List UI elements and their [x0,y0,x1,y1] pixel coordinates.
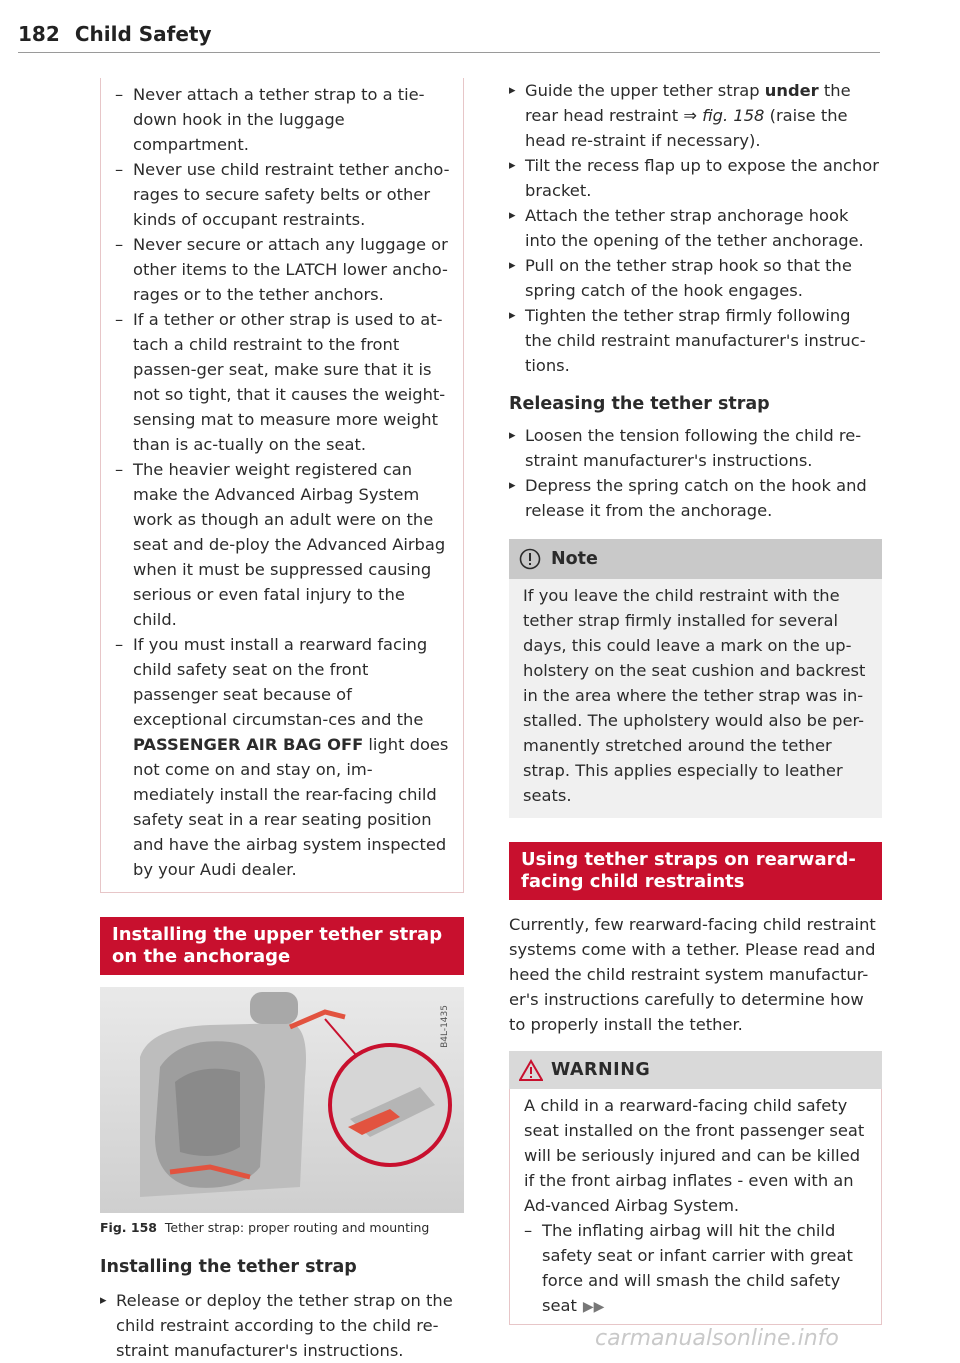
warning-triangle-icon [519,1059,543,1081]
figure-code: B4L-1435 [440,1005,450,1048]
warning-item: – If a tether or other strap is used to at-tach a child restraint to the front passen-ger seat, make sure that it is not so tight, that it causes the weight-sensing mat to measure more weight than is ac-tually on the seat. [115,307,451,457]
info-icon [519,548,541,570]
child-seat-illustration [100,987,464,1213]
page-number: 182 [18,22,60,46]
step-item: ▸ Loosen the tension following the child re-straint manufacturer's instructions. [509,423,882,473]
step-item: ▸ Guide the upper tether strap under the rear head restraint ⇒ fig. 158 (raise the head re-straint if necessary). [509,78,882,153]
continue-arrow-icon: ▶▶ [582,1299,605,1315]
figure-caption: Fig. 158 Tether strap: proper routing and mounting [100,1220,430,1235]
warning-item: – Never attach a tether strap to a tie-down hook in the luggage compartment. [115,82,451,157]
step-item: ▸ Pull on the tether strap hook so that the spring catch of the hook engages. [509,253,882,303]
left-column [100,78,464,1363]
note-header [509,539,882,579]
warning-body [509,1089,882,1325]
warning-header [509,1051,882,1089]
warning-label: WARNING [551,1059,651,1080]
right-column [509,78,882,1325]
warning-item: – Never use child restraint tether ancho-rages to secure safety belts or other kinds of occupant restraints. [115,157,451,232]
section-title: Child Safety [74,22,212,46]
step-item: ▸ Attach the tether strap anchorage hook into the opening of the tether anchorage. [509,203,882,253]
subheading-release: Releasing the tether strap [509,394,770,414]
step-item: ▸ Depress the spring catch on the hook and release it from the anchorage. [509,473,882,523]
step-item: ▸ Tilt the recess flap up to expose the anchor bracket. [509,153,882,203]
watermark: carmanualsonline.info [595,1326,839,1351]
note-box [509,539,882,818]
step-item: ▸ Release or deploy the tether strap on the child restraint according to the child re-straint manufacturer's instructions. [100,1288,464,1363]
step-item: ▸ Tighten the tether strap firmly following the child restraint manufacturer's instruc-tions. [509,303,882,378]
section-paragraph: Currently, few rearward-facing child restraint systems come with a tether. Please read and heed the child restraint system manufactur-er's instructions carefully to determine how to properly install the tether. [509,915,876,1034]
warning-item: – The inflating airbag will hit the child safety seat or infant carrier with great force and will smash the child safety seat ▶▶ [524,1218,871,1320]
warning-text: A child in a rearward-facing child safety seat installed on the front passenger seat will be seriously injured and can be killed if the front airbag inflates - even with an Ad-vanced Airbag System. [524,1096,865,1215]
warning-item: – Never secure or attach any luggage or other items to the LATCH lower ancho-rages or to the tether anchors. [115,232,451,307]
section-heading-rearward: Using tether straps on rearward-facing child restraints [509,842,882,900]
warning-box [509,1051,882,1325]
figure-158 [100,987,464,1213]
warning-item: – If you must install a rearward facing child safety seat on the front passenger seat because of exceptional circumstan-ces and the PASSENGER AIR BAG OFF light does not come on and stay on, im-mediately install the rear-facing child safety seat in a rear seating position and have the airbag system inspected by your Audi dealer. [115,632,451,882]
page-header [18,22,880,53]
section-heading-installing: Installing the upper tether strap on the anchorage [100,917,464,975]
note-text: If you leave the child restraint with the tether strap firmly installed for several days, this could leave a mark on the up-holstery on the seat cushion and backrest in the area where the tether strap was in-stalled. The upholstery would also be per-manently stretched around the tether strap. This applies especially to leather seats. [523,586,866,805]
warning-item: – The heavier weight registered can make the Advanced Airbag System work as though an adult were on the seat and de-ploy the Advanced Airbag when it must be suppressed causing serious or even fatal injury to the child. [115,457,451,632]
note-label: Note [551,548,598,569]
subheading-install: Installing the tether strap [100,1257,357,1277]
warning-continuation-box [100,78,464,893]
